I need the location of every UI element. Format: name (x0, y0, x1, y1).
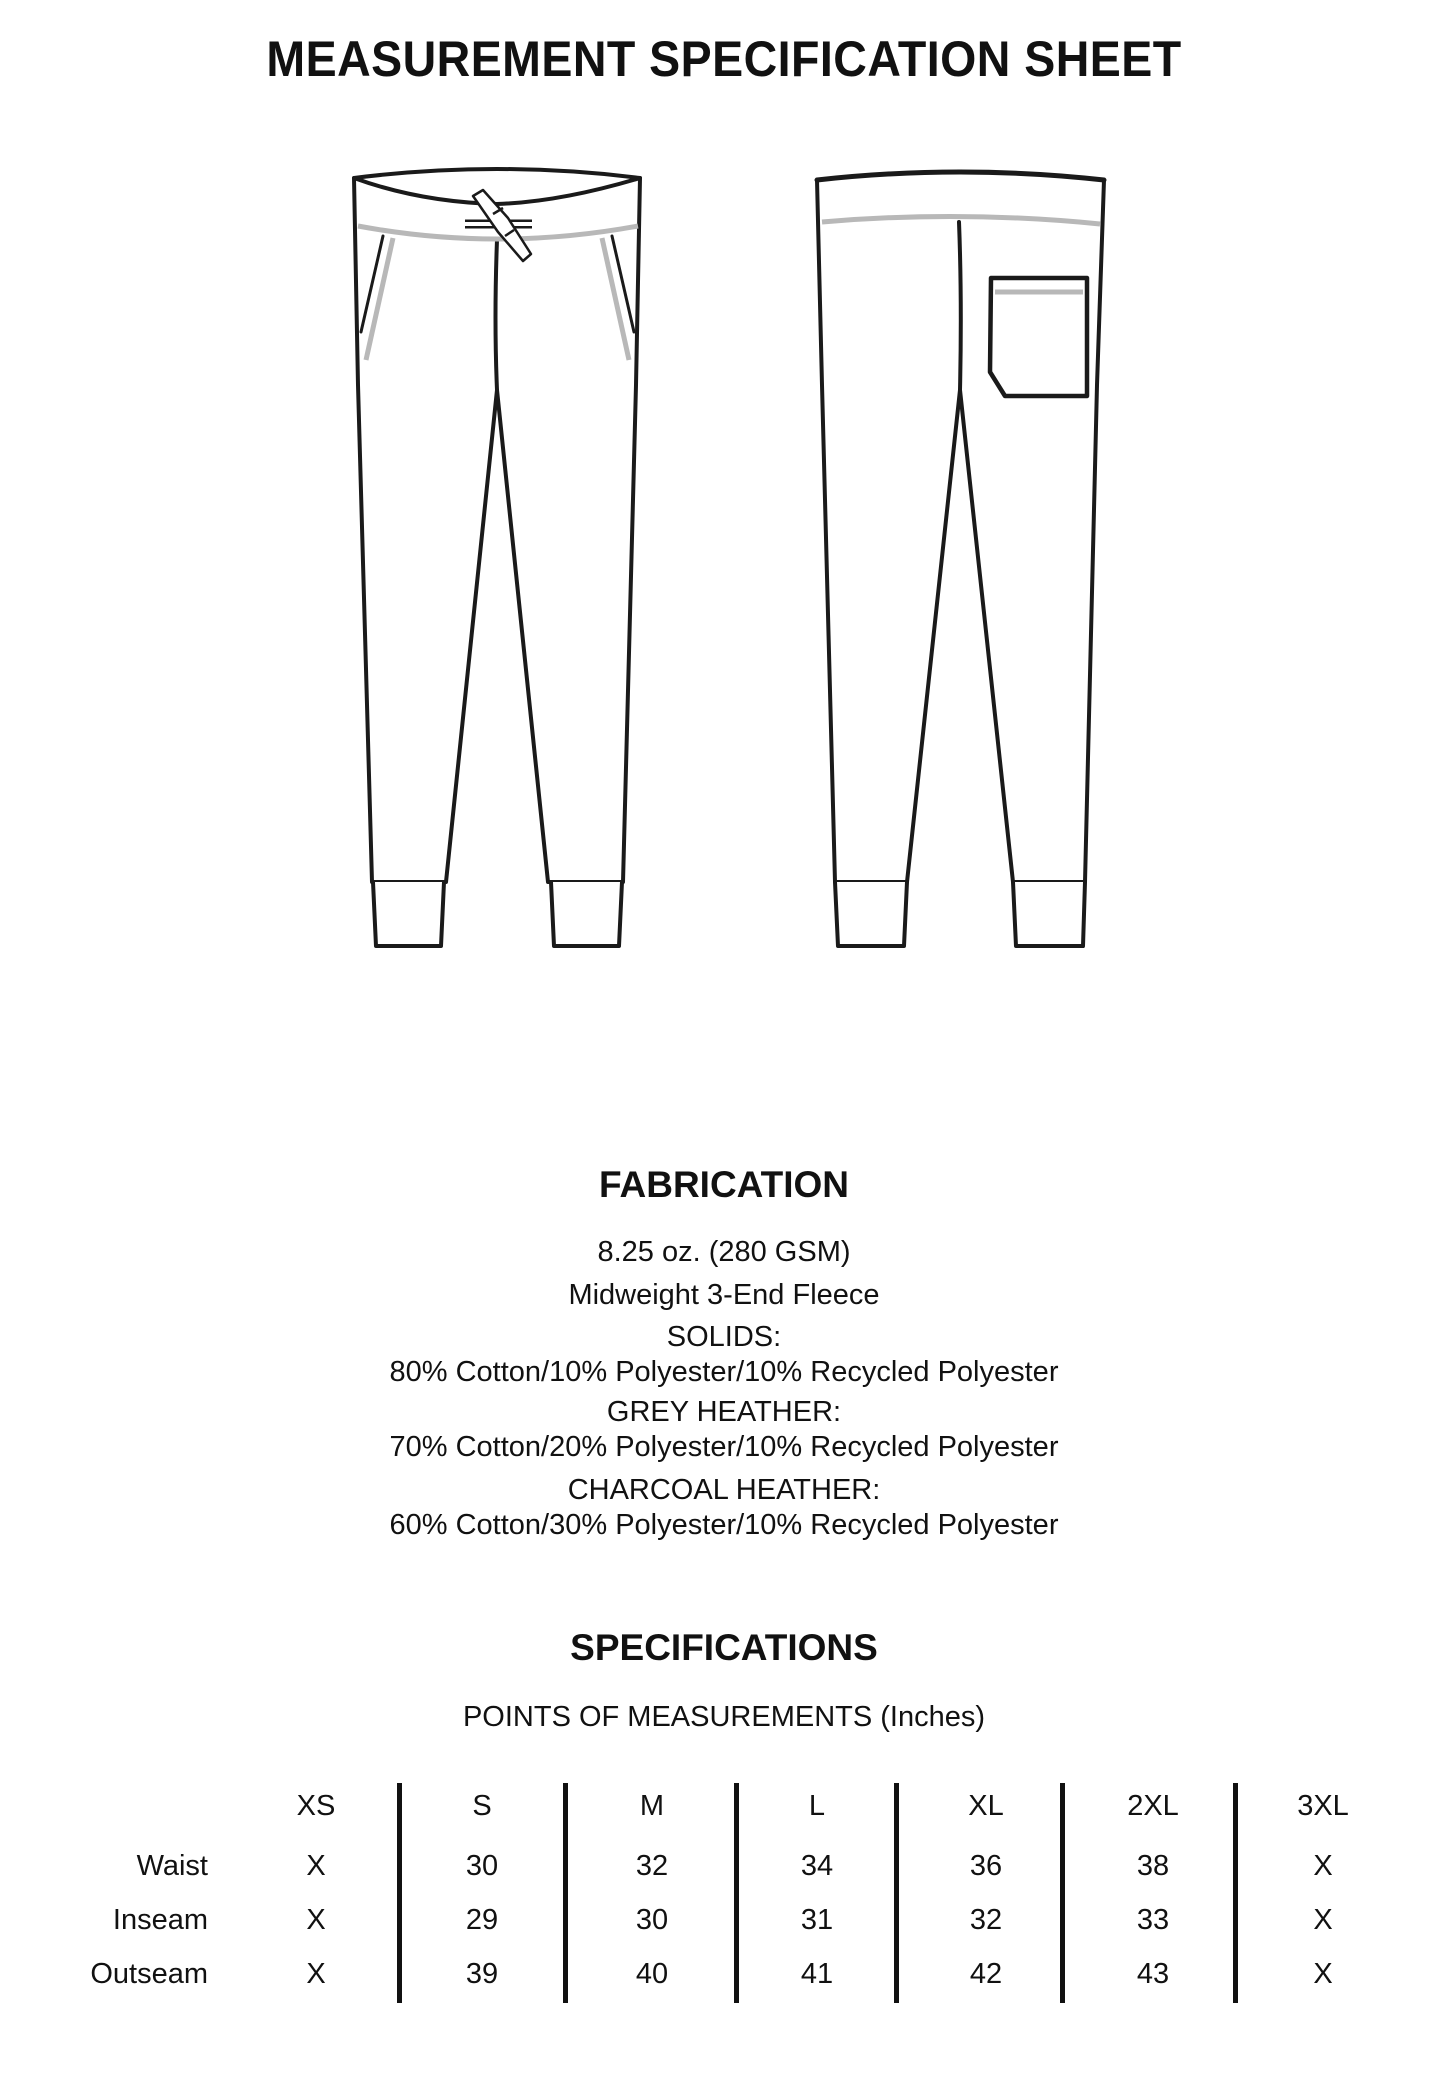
table-cell: 30 (635, 1904, 669, 1936)
back-view-drawing (817, 172, 1104, 946)
specifications-heading: SPECIFICATIONS (570, 1627, 878, 1668)
row-label: Inseam (112, 1904, 208, 1936)
table-cell: 32 (969, 1904, 1003, 1936)
table-cell: 38 (1136, 1850, 1170, 1882)
row-label: Outseam (90, 1958, 208, 1990)
size-header: XL (968, 1790, 1004, 1822)
charcoal-heather-composition: 60% Cotton/30% Polyester/10% Recycled Polyester (389, 1509, 1059, 1541)
table-cell: 34 (800, 1850, 834, 1882)
row-label: Waist (136, 1850, 208, 1882)
solids-label: SOLIDS: (666, 1321, 782, 1353)
page-title: MEASUREMENT SPECIFICATION SHEET (266, 31, 1182, 87)
table-cell: 36 (969, 1850, 1003, 1882)
table-cell: X (1313, 1958, 1333, 1990)
table-cell: 29 (465, 1904, 499, 1936)
grey-heather-composition: 70% Cotton/20% Polyester/10% Recycled Polyester (389, 1431, 1059, 1463)
table-cell: 40 (635, 1958, 669, 1990)
charcoal-heather-label: CHARCOAL HEATHER: (567, 1474, 881, 1506)
size-header: S (472, 1790, 492, 1822)
grey-heather-label: GREY HEATHER: (606, 1396, 842, 1428)
table-cell: X (306, 1958, 326, 1990)
fabric-weight: 8.25 oz. (280 GSM) (597, 1236, 851, 1268)
table-cell: 39 (465, 1958, 499, 1990)
size-header: L (808, 1790, 826, 1822)
table-cell: 43 (1136, 1958, 1170, 1990)
table-cell: 42 (969, 1958, 1003, 1990)
column-divider (734, 1783, 739, 2003)
front-view-drawing (354, 169, 640, 946)
table-cell: X (1313, 1904, 1333, 1936)
column-divider (1233, 1783, 1238, 2003)
size-header: XS (296, 1790, 336, 1822)
size-header: M (639, 1790, 665, 1822)
table-cell: 41 (800, 1958, 834, 1990)
table-cell: 31 (800, 1904, 834, 1936)
table-cell: X (1313, 1850, 1333, 1882)
size-header: 2XL (1127, 1790, 1179, 1822)
garment-drawings (0, 0, 1448, 1000)
size-header: 3XL (1297, 1790, 1349, 1822)
column-divider (563, 1783, 568, 2003)
column-divider (1060, 1783, 1065, 2003)
table-cell: 32 (635, 1850, 669, 1882)
table-cell: X (306, 1850, 326, 1882)
column-divider (894, 1783, 899, 2003)
column-divider (397, 1783, 402, 2003)
table-cell: 30 (465, 1850, 499, 1882)
table-cell: 33 (1136, 1904, 1170, 1936)
fabric-type: Midweight 3-End Fleece (568, 1279, 880, 1311)
solids-composition: 80% Cotton/10% Polyester/10% Recycled Polyester (389, 1356, 1059, 1388)
measurements-subheading: POINTS OF MEASUREMENTS (Inches) (462, 1701, 986, 1733)
fabrication-heading: FABRICATION (598, 1164, 850, 1205)
table-cell: X (306, 1904, 326, 1936)
